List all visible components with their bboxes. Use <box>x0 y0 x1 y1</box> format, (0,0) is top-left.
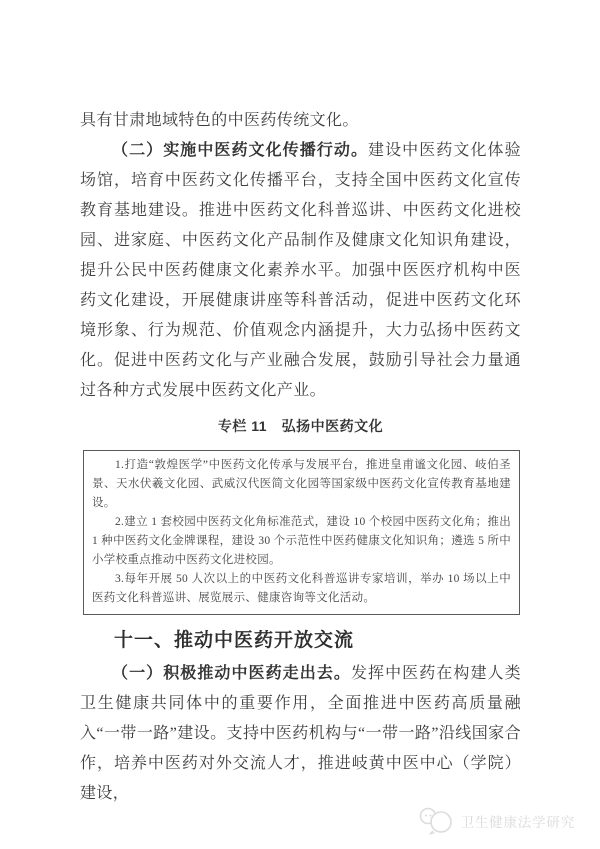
paragraph-intro-continuation: 具有甘肃地域特色的中医药传统文化。 <box>80 112 359 129</box>
column-item-1: 1.打造“敦煌医学”中医药文化传承与发展平台，推进皇甫谧文化园、岐伯圣景、天水伏羲文化园、武威汉代医简文化园等国家级中医药文化宣传教育基地建设。 <box>92 459 511 509</box>
paragraph-opening-exchange <box>80 659 521 809</box>
paragraph-opening-lead: （一）积极推动中医药走出去。 <box>112 665 351 682</box>
column-11-title: 专栏 11 弘扬中医药文化 <box>217 418 384 434</box>
paragraph-culture-action <box>80 136 521 406</box>
column-11-box <box>83 450 520 615</box>
chat-bubbles-icon <box>418 806 456 836</box>
paragraph-opening-body: 发挥中医药在构建人类卫生健康共同体中的重要作用，全面推进中医药高质量融入“一带一路”建设。支持中医药机构与“一带一路”沿线国家合作，培养中医药对外交流人才，推进岐黄中医中心（学院）建设， <box>80 665 521 802</box>
section-heading-11: 十一、推动中医药开放交流 <box>114 630 355 651</box>
watermark-label: 卫生健康法学研究 <box>460 815 575 830</box>
column-item-3: 3.每年开展 50 人次以上的中医药文化科普巡讲专家培训，举办 10 场以上中医药文化科普巡讲、展览展示、健康咨询等文化活动。 <box>92 573 511 604</box>
watermark <box>418 806 575 836</box>
column-item-2: 2.建立 1 套校园中医药文化角标准范式，建设 10 个校园中医药文化角；推出 1 种中医药文化金牌课程，建设 30 个示范性中医药健康文化知识角；遴选 5 所中小学校重点推动中医药文化进校园。 <box>92 516 511 566</box>
paragraph-culture-body: 建设中医药文化体验场馆，培育中医药文化传播平台，支持全国中医药文化宣传教育基地建设。推进中医药文化科普巡讲、中医药文化进校园、进家庭、中医药文化产品制作及健康文化知识角建设，提升公民中医药健康文化素养水平。加强中医医疗机构中医药文化建设，开展健康讲座等科普活动，促进中医药文化环境形象、行为规范、价值观念内涵提升，大力弘扬中医药文化。促进中医药文化与产业融合发展，鼓励引导社会力量通过各种方式发展中医药文化产业。 <box>80 142 521 399</box>
paragraph-culture-lead: （二）实施中医药文化传播行动。 <box>112 142 369 159</box>
